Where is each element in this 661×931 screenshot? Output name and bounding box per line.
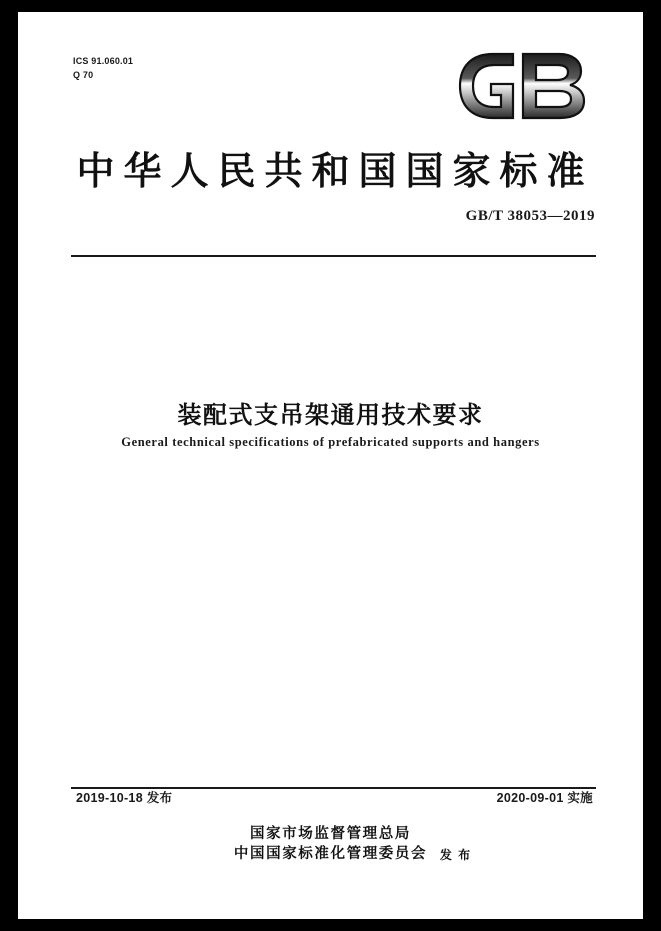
standard-number: GB/T 38053—2019 (465, 208, 595, 224)
issuer-line-1: 国家市场监督管理总局 (249, 825, 411, 842)
gb-logo-icon (455, 50, 595, 122)
ics-code-block (73, 54, 133, 82)
ics-code: ICS 91.060.01 (73, 56, 134, 66)
document-title-english: General technical specifications of prefabricated supports and hangers (121, 435, 540, 449)
standard-cover-page (18, 12, 643, 919)
divider-top (71, 255, 596, 257)
issuer-inner (233, 824, 472, 864)
classification-code: Q 70 (73, 70, 94, 80)
effective-date: 2020-09-01 实施 (496, 791, 593, 805)
publish-label: 发 布 (439, 848, 472, 862)
document-title-chinese: 装配式支吊架通用技术要求 (177, 400, 484, 429)
issuer-line-2: 中国国家标准化管理委员会 (233, 845, 428, 862)
issue-date: 2019-10-18 发布 (76, 791, 173, 805)
national-standard-title: 中华人民共和国国家标准 (76, 148, 594, 193)
issuer-block (18, 824, 643, 864)
